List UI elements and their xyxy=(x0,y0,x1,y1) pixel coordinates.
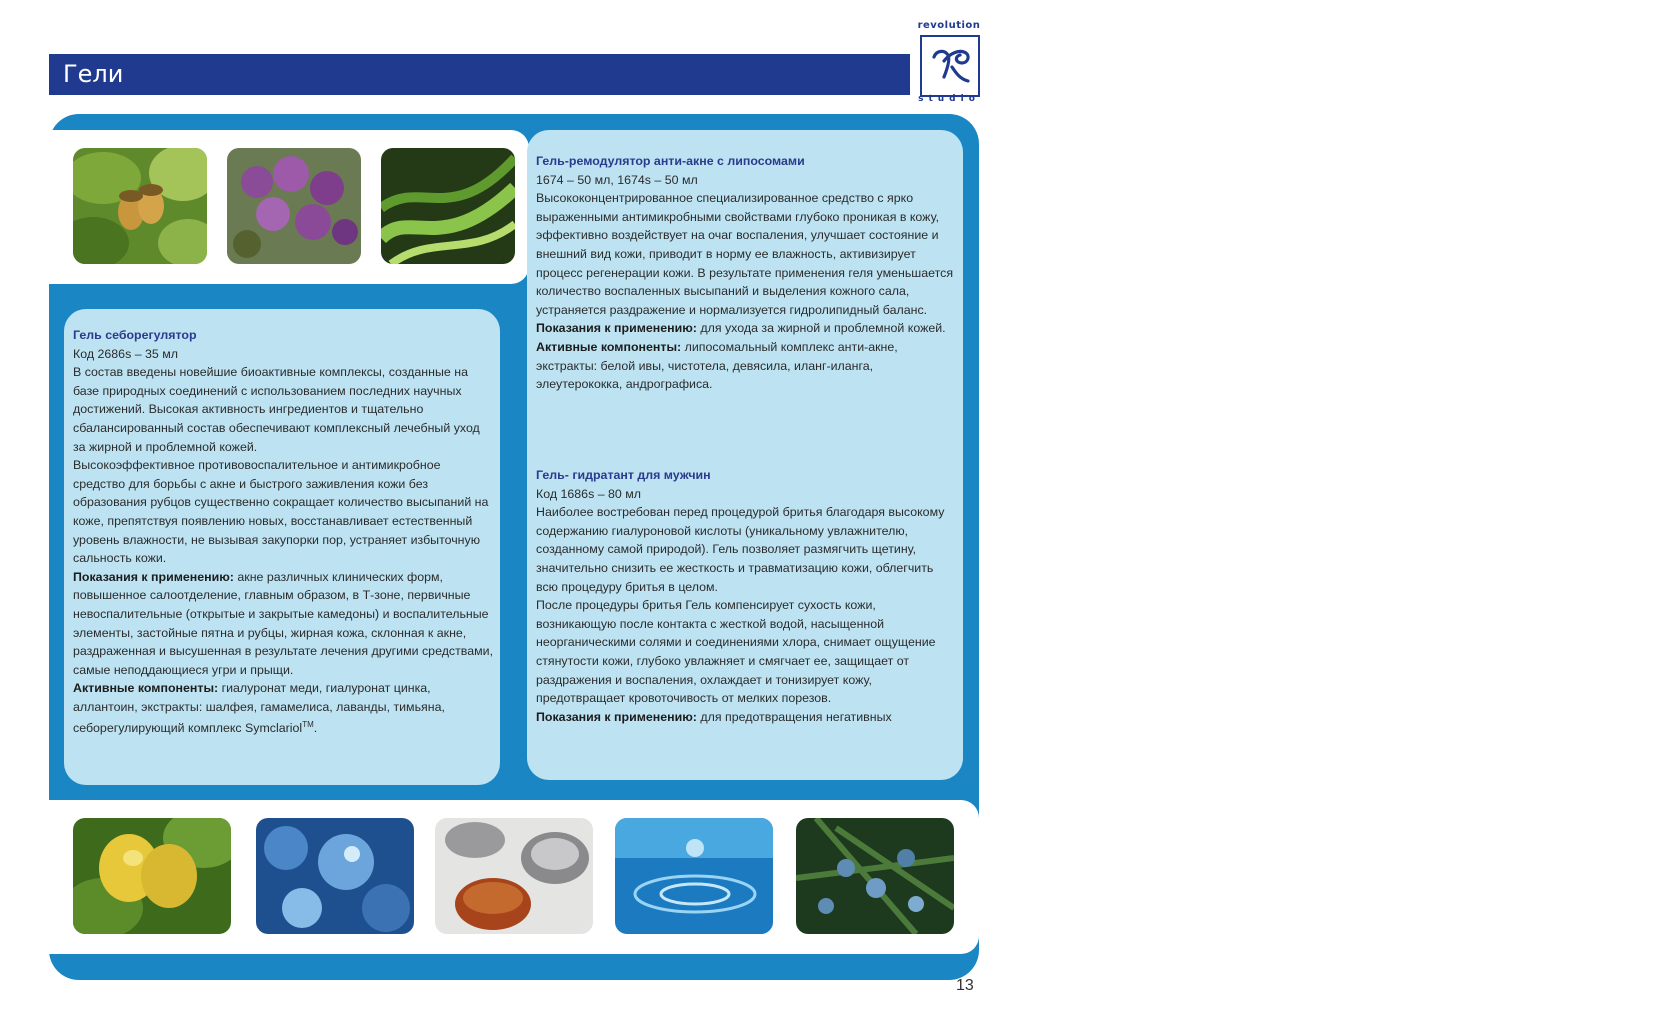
logo-bottom-text: studio xyxy=(918,94,980,104)
photo-cosmetic-jars xyxy=(435,818,593,934)
product-text-men-hydratant xyxy=(536,466,956,726)
product-card-right xyxy=(527,130,963,780)
product-text-seboregulator xyxy=(73,326,493,738)
product-title: Гель- гидратант для мужчин xyxy=(536,468,711,482)
page-number: 13 xyxy=(956,977,974,994)
indications-label: Показания к применению: xyxy=(536,321,697,336)
product-active-components xyxy=(73,679,493,738)
product-description: Высококонцентрированное специализированное средство с ярко выраженными антимикробными свойствами глубоко проникая в кожу, эффективно воздействует на очаг воспаления, улучшает состояние и внешний вид кожи, приводит в норму ее влажность, активизирует процесс регенерации кожи. В результате применения геля уменьшается количество воспаленных высыпаний и выделения кожного сала, устраняется раздражение и нормализуется гидролипидный баланс. xyxy=(536,191,954,317)
product-code: Код 2686s – 35 мл xyxy=(73,346,179,361)
product-description: В состав введены новейшие биоактивные комплексы, созданные на базе природных соединений с использованием последних научных достижений. Высокая активность ингредиентов и тщательно сбалансированный состав обеспечивают комплексный лечебный уход за жирной и проблемной кожей. xyxy=(73,365,480,454)
product-indications xyxy=(73,568,493,680)
active-label: Активные компоненты: xyxy=(536,339,682,354)
indications-text: для ухода за жирной и проблемной кожей. xyxy=(696,321,946,336)
indications-text: для предотвращения негативных xyxy=(696,709,892,724)
indications-text: акне различных клинических форм, повышенное салоотделение, главным образом, в Т-зоне, первичные невоспалительные (открытые и закрытые камедоны) и воспалительные элементы, застойные пятна и рубцы, жирная кожа, склонная к акне, раздраженная и высушенная в результате лечения другими средствами, самые неподдающиеся угри и прыщи. xyxy=(73,569,494,677)
brand-logo xyxy=(916,20,982,106)
active-text: липосомальный комплекс анти-акне, экстракты: белой ивы, чистотела, девясила, иланг-иланга, элеутерококка, андрографиса. xyxy=(536,339,898,392)
indications-label: Показания к применению: xyxy=(536,709,697,724)
product-indications xyxy=(536,708,956,727)
photo-acorns xyxy=(73,148,207,264)
photo-green-spiral xyxy=(381,148,515,264)
product-description: После процедуры бритья Гель компенсирует сухость кожи, возникающую после контакта с жесткой водой, насыщенной неорганическими солями и соединениями хлора, снимает ощущение стянутости кожи, глубоко увлажняет и смягчает ее, защищает от раздражения и воспаления, охлаждает и тонизирует кожу, предотвращает кровоточивость от мелких порезов. xyxy=(536,598,936,706)
product-title: Гель себорегулятор xyxy=(73,328,197,342)
logo-top-text: revolution xyxy=(917,20,981,31)
indications-label: Показания к применению: xyxy=(73,569,234,584)
active-end: . xyxy=(313,721,318,736)
photo-yellow-fruits xyxy=(73,818,231,934)
product-card-seboregulator xyxy=(64,309,500,785)
section-title: Гели xyxy=(63,60,124,88)
active-label: Активные компоненты: xyxy=(73,681,219,696)
bottom-photo-strip xyxy=(49,800,979,954)
photo-oregano-flowers xyxy=(227,148,361,264)
photo-water-drop xyxy=(615,818,773,934)
product-description: Наиболее востребован перед процедурой бритья благодаря высокому содержанию гиалуроновой кислоты (уникальному увлажнителю, созданному самой природой). Гель позволяет размягчить щетину, значительно снизить ее жесткость и травматизацию кожи, облегчить всю процедуру бритья в целом. xyxy=(536,505,945,594)
monogram-r-icon xyxy=(922,37,978,95)
active-text: гиалуронат меди, гиалуронат цинка, аллантоин, экстракты: шалфея, гамамелиса, лаванды, тимьяна, себорегулирующий комплекс Symclariol xyxy=(73,681,445,736)
product-code: 1674 – 50 мл, 1674s – 50 мл xyxy=(536,172,698,187)
photo-juniper-berries xyxy=(796,818,954,934)
section-header-bar xyxy=(49,54,910,95)
product-active-components xyxy=(536,338,956,394)
logo-monogram-box xyxy=(920,35,980,97)
product-indications xyxy=(536,319,956,338)
product-text-anti-acne xyxy=(536,152,956,394)
product-title: Гель-ремодулятор анти-акне с липосомами xyxy=(536,154,805,168)
product-code: Код 1686s – 80 мл xyxy=(536,486,642,501)
trademark-mark: TM xyxy=(302,720,314,730)
photo-blue-crystals xyxy=(256,818,414,934)
product-description: Высокоэффективное противовоспалительное и антимикробное средство для борьбы с акне и быстрого заживления кожи без образования рубцов существенно сокращает количество высыпаний на коже, препятствуя появлению новых, восстанавливает естественный уровень влажности, не вызывая закупорки пор, устраняет избыточную сальность кожи. xyxy=(73,458,489,566)
top-photo-strip xyxy=(49,130,529,284)
